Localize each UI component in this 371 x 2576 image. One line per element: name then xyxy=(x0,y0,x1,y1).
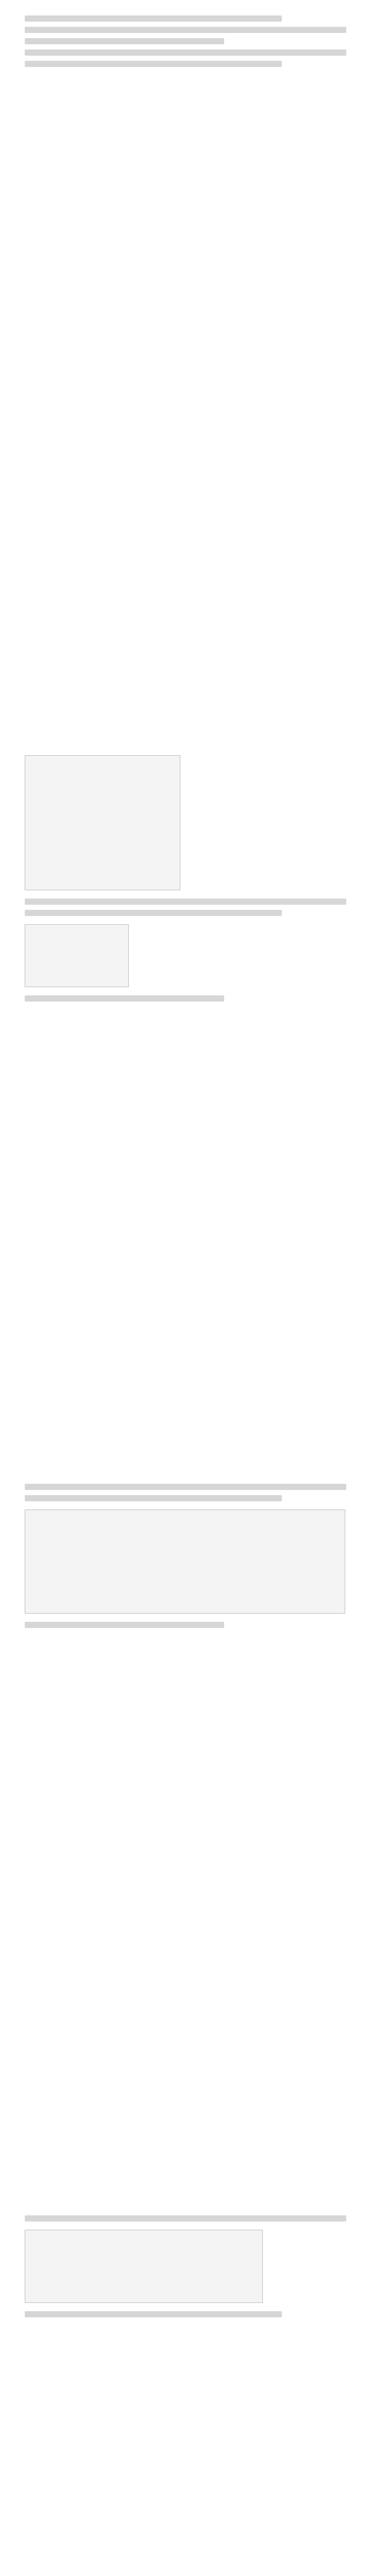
page-2 xyxy=(0,747,371,1007)
page-4 xyxy=(0,2210,371,2323)
table-placeholder xyxy=(25,2230,263,2303)
text-line xyxy=(25,899,346,905)
page-1 xyxy=(0,10,371,72)
text-line xyxy=(25,995,224,1002)
text-line xyxy=(25,38,224,44)
text-line xyxy=(25,1495,282,1501)
figure-placeholder xyxy=(25,924,129,987)
text-line xyxy=(25,1484,346,1490)
text-line xyxy=(25,27,346,33)
figure-placeholder xyxy=(25,755,180,890)
text-line xyxy=(25,49,346,56)
text-line xyxy=(25,2311,282,2317)
text-line xyxy=(25,1622,224,1628)
page-3 xyxy=(0,1479,371,1633)
figure-placeholder xyxy=(25,1510,345,1614)
text-line xyxy=(25,15,282,22)
text-line xyxy=(25,61,282,67)
text-line xyxy=(25,2215,346,2222)
text-line xyxy=(25,910,282,916)
